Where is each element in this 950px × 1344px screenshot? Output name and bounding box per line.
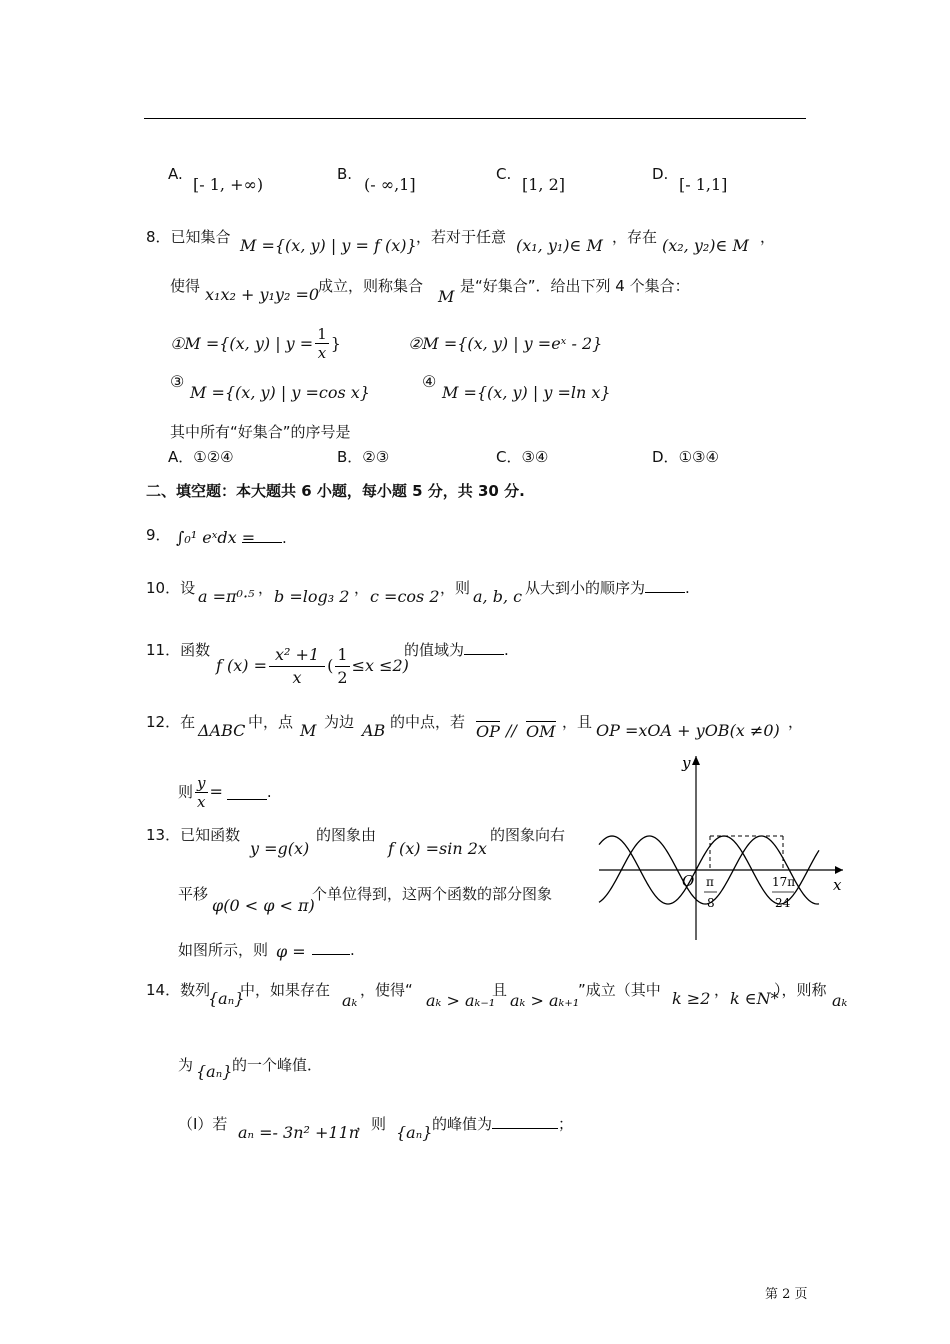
q10-b: b =log₃ 2 bbox=[274, 587, 350, 606]
q14-comma: ， bbox=[714, 981, 730, 999]
q14-seq-2: {aₙ} bbox=[196, 1062, 233, 1081]
q8-text-7: 是“好集合”．给出下列 4 个集合： bbox=[460, 277, 690, 295]
x-axis-arrow bbox=[835, 866, 843, 874]
q10-comma-1: ， bbox=[258, 579, 274, 597]
q13-answer: . bbox=[312, 940, 355, 960]
x-axis-label: x bbox=[833, 876, 842, 894]
q11-half-fraction: $\frac{1}{2}$ bbox=[337, 644, 348, 687]
q12-m: M bbox=[300, 721, 317, 740]
q12-text-2: 中，点 bbox=[248, 713, 294, 731]
q10-text-3: 从大到小的顺序为 . bbox=[525, 579, 690, 597]
q9-number: 9． bbox=[146, 526, 171, 544]
q9-blank[interactable] bbox=[242, 528, 282, 543]
q14-an: aₙ =- 3n² +11n bbox=[238, 1123, 360, 1142]
tick-2-den: 24 bbox=[775, 896, 791, 910]
q14-text-9: ，则 bbox=[356, 1115, 387, 1133]
q11-line: 11．函数 bbox=[146, 641, 211, 659]
q8-mvar: M bbox=[438, 287, 455, 306]
q12-parallel: // bbox=[506, 721, 517, 740]
q11-function: f (x) = $\frac{\text{x² +1}}{x}$ ( $\frac{1}{2}$ ≤x ≤2) bbox=[216, 644, 409, 687]
q14-text-2: 中，如果存在 bbox=[240, 981, 331, 999]
q12-text-3: 为边 bbox=[324, 713, 355, 731]
q8-text-5: 使得 bbox=[170, 277, 201, 295]
q8-text-6: 成立，则称集合 bbox=[318, 277, 424, 295]
q7-option-d-value: [- 1,1] bbox=[679, 175, 728, 194]
header-rule bbox=[144, 118, 806, 119]
q8-set-2: ②M ={(x, y) | y =eˣ - 2} bbox=[408, 334, 603, 353]
q8-text-2: ，若对于任意 bbox=[416, 228, 507, 246]
q8-set-1-fraction: $\frac{1}{x}$ bbox=[317, 325, 327, 362]
q13-text-3: 的图象向右 bbox=[490, 826, 566, 844]
q14-ak-2: aₖ bbox=[832, 991, 848, 1010]
q13-blank[interactable] bbox=[312, 940, 350, 955]
sine-graph bbox=[593, 752, 848, 944]
q14-text-6: ），则称 bbox=[774, 981, 827, 999]
q12-text-4: 的中点，若 bbox=[390, 713, 466, 731]
q14-text-8: 的一个峰值． bbox=[232, 1056, 323, 1074]
q14-text-3: ，使得“ bbox=[360, 981, 413, 999]
q10-a: a =π⁰·⁵ bbox=[198, 587, 255, 606]
q8-pair-2: (x₂, y₂)∈ M bbox=[662, 236, 749, 255]
tick-2-num: 17π bbox=[772, 875, 796, 889]
q9-answer: . bbox=[242, 528, 287, 548]
q8-option-c: C．③④ bbox=[496, 448, 549, 466]
q10-c: c =cos 2 bbox=[370, 587, 440, 606]
origin-label: O bbox=[682, 872, 695, 890]
q13-text-4: 平移 bbox=[178, 885, 209, 903]
q7-option-a-value: [- 1, +∞) bbox=[193, 175, 264, 194]
q12-equation: OP =xOA + yOB(x ≠0) bbox=[596, 721, 780, 740]
section-2-header: 二、填空题：本大题共 6 小题，每小题 5 分，共 30 分. bbox=[146, 482, 525, 500]
q13-text-2: 的图象由 bbox=[316, 826, 377, 844]
q14-seq: {aₙ} bbox=[208, 989, 245, 1008]
y-axis-label: y bbox=[682, 754, 691, 772]
q11-fraction: $\frac{\text{x² +1}}{x}$ bbox=[269, 644, 325, 689]
y-axis-arrow bbox=[692, 756, 700, 765]
q8-text-3: ，存在 bbox=[612, 228, 658, 246]
q14-blank[interactable] bbox=[492, 1114, 558, 1129]
q14-text-5: ”成立（其中 bbox=[578, 981, 661, 999]
q8-condition: x₁x₂ + y₁y₂ =0 bbox=[205, 285, 320, 304]
q7-option-b-value: (- ∞,1] bbox=[364, 175, 416, 194]
q8-set-3: M ={(x, y) | y =cos x} bbox=[190, 383, 370, 402]
q13-phi-range: φ(0 < φ < π) bbox=[212, 896, 315, 915]
tick-1-num: π bbox=[706, 875, 714, 889]
q14-kcond: k ≥2 bbox=[672, 989, 711, 1008]
q12-vector-om: OM bbox=[526, 722, 556, 741]
q14-line-1: 14．数列 bbox=[146, 981, 211, 999]
q8-option-b: B．②③ bbox=[337, 448, 390, 466]
q7-option-c-value: [1, 2] bbox=[522, 175, 566, 194]
q8-pair-1: (x₁, y₁)∈ M bbox=[516, 236, 603, 255]
q10-vars: a, b, c bbox=[473, 587, 523, 606]
q10-line: 10．设 bbox=[146, 579, 196, 597]
q12-triangle: ΔABC bbox=[198, 721, 246, 740]
q14-text-10: 的峰值为 ； bbox=[432, 1115, 574, 1133]
q12-answer-line: 则 $\frac{y}{x}$ = . bbox=[178, 773, 272, 811]
q14-text-4: 且 bbox=[492, 981, 508, 999]
q9-integral: ∫₀¹ eˣdx = bbox=[176, 528, 256, 547]
q14-ak: aₖ bbox=[342, 991, 358, 1010]
q8-question: 其中所有“好集合”的序号是 bbox=[170, 423, 351, 441]
q14-ineq-1: aₖ > aₖ₋₁ bbox=[426, 991, 496, 1010]
q12-blank[interactable] bbox=[227, 785, 267, 800]
q7-option-c: C. bbox=[496, 165, 512, 183]
q7-option-d: D. bbox=[652, 165, 669, 183]
q7-option-b: B. bbox=[337, 165, 353, 183]
q7-option-a: A. bbox=[168, 165, 183, 183]
q12-fraction: $\frac{y}{x}$ bbox=[197, 773, 206, 811]
q8-option-d: D．①③④ bbox=[652, 448, 719, 466]
q13-line-1: 13．已知函数 bbox=[146, 826, 241, 844]
q10-text-2: ，则 bbox=[440, 579, 471, 597]
page-footer: 第 2 页 bbox=[765, 1287, 808, 1302]
q8-text-4: ， bbox=[760, 228, 776, 246]
q8-line-1: 8．已知集合 bbox=[146, 228, 231, 246]
q10-comma-2: ， bbox=[354, 579, 370, 597]
q11-blank[interactable] bbox=[464, 640, 504, 655]
q8-set-4: M ={(x, y) | y =ln x} bbox=[442, 383, 611, 402]
q14-text-7: 为 bbox=[178, 1056, 194, 1074]
q13-f: f (x) =sin 2x bbox=[388, 839, 487, 858]
q14-part-1-mark: （Ⅰ）若 bbox=[178, 1115, 228, 1133]
q13-phi-eq: φ = bbox=[276, 942, 306, 961]
q14-seq-3: {aₙ} bbox=[396, 1123, 433, 1142]
tick-1-den: 8 bbox=[707, 896, 715, 910]
q12-vector-op: OP bbox=[476, 722, 500, 741]
q12-ab: AB bbox=[362, 721, 386, 740]
q11-text: 的值域为 . bbox=[404, 641, 509, 659]
q8-set-4-mark: ④ bbox=[422, 372, 437, 391]
q13-g: y =g(x) bbox=[250, 839, 310, 858]
q13-text-5: 个单位得到，这两个函数的部分图象 bbox=[312, 885, 553, 903]
q12-text-5: ，且 bbox=[562, 713, 593, 731]
q12-text-6: ， bbox=[788, 713, 804, 731]
q13-text-6: 如图所示，则 bbox=[178, 941, 269, 959]
q12-line: 12．在 bbox=[146, 713, 196, 731]
q10-blank[interactable] bbox=[645, 578, 685, 593]
q8-set-def: M ={(x, y) | y = f (x)} bbox=[240, 236, 417, 255]
q8-set-3-mark: ③ bbox=[170, 372, 185, 391]
q8-set-1: ①M ={(x, y) | y = $\frac{1}{x}$ } bbox=[170, 325, 341, 362]
q14-ineq-2: aₖ > aₖ₊₁ bbox=[510, 991, 580, 1010]
q14-kin: k ∈N* bbox=[730, 989, 779, 1008]
q8-option-a: A．①②④ bbox=[168, 448, 234, 466]
